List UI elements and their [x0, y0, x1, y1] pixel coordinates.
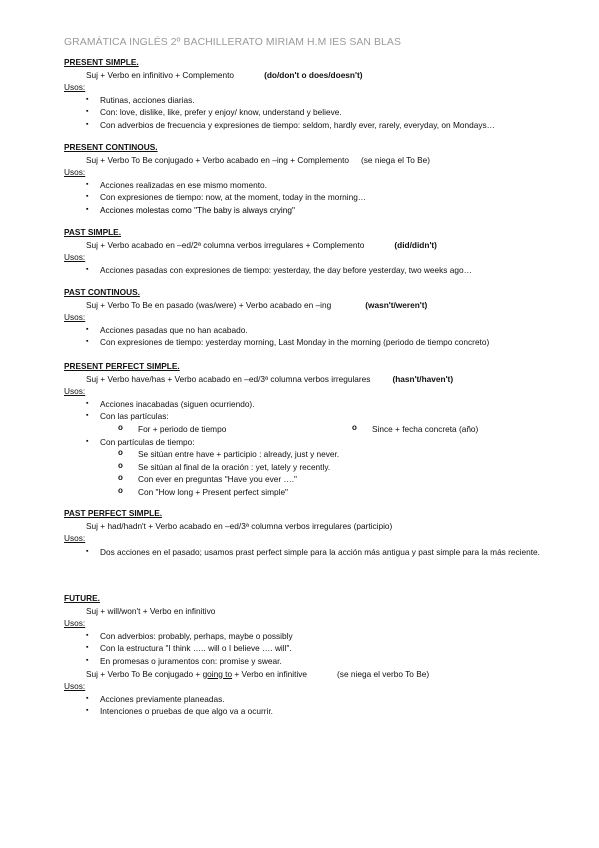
list-item: ▪ En promesas o juramentos con: promise y swear.: [64, 655, 544, 668]
particle-for: o For + periodo de tiempo: [64, 423, 348, 436]
usage-list: [64, 179, 544, 217]
list-item: ▪ Intenciones o pruebas de que algo va a ocurrir.: [64, 705, 544, 718]
list-item: ▪ Acciones pasadas que no han acabado.: [64, 324, 544, 337]
going-to-formula: [64, 668, 544, 681]
usos-label: Usos:: [64, 386, 86, 397]
formula-text: Suj + Verbo en infinitivo + Complemento: [86, 69, 235, 80]
list-item: ▪ Con partículas de tiempo:: [64, 436, 544, 449]
formula: Suj + will/won't + Verbo en infinitivo: [86, 605, 216, 616]
section-present-perfect-simple: [64, 360, 544, 499]
section-title: PAST CONTINOUS.: [64, 287, 140, 297]
sub-list-item: o Con "How long + Present perfect simple": [64, 486, 544, 499]
list-item: ▪ Con adverbios de frecuencia y expresiones de tiempo: seldom, hardly ever, rarely, everyday, on Mondays…: [64, 119, 544, 132]
list-item: ▪ Rutinas, acciones diarias.: [64, 94, 544, 107]
list-item: ▪ Dos acciones en el pasado; usamos prast perfect simple para la acción más antigua y past simple para la más reciente.: [64, 545, 544, 559]
usage-list: [64, 398, 544, 423]
negation-note: (se niega el verbo To Be): [337, 668, 430, 679]
list-item: ▪ Con expresiones de tiempo: now, at the moment, today in the morning…: [64, 191, 544, 204]
list-item: ▪ Con: love, dislike, like, prefer y enjoy/ know, understand y believe.: [64, 106, 544, 119]
formula: [64, 239, 544, 252]
usage-list: [64, 436, 544, 449]
usage-list: [64, 324, 544, 349]
section-title: PRESENT CONTINOUS.: [64, 142, 158, 152]
sub-list-item: o Con ever en preguntas "Have you ever ….": [64, 473, 544, 486]
usos-label: Usos:: [64, 252, 86, 263]
formula: [64, 69, 544, 82]
usos-label: Usos:: [64, 82, 86, 93]
usos-label: Usos:: [64, 312, 86, 323]
page-header: GRAMÁTICA INGLÉS 2º BACHILLERATO MIRIAM H.M IES SAN BLAS: [64, 37, 401, 48]
usos-label: Usos:: [64, 167, 86, 178]
usage-list: [64, 94, 544, 132]
usage-list: [64, 264, 544, 277]
section-title: PRESENT PERFECT SIMPLE.: [64, 361, 180, 371]
list-item: ▪ Con adverbios: probably, perhaps, maybe o possibly: [64, 630, 544, 643]
list-item: ▪ Acciones pasadas con expresiones de tiempo: yesterday, the day before yesterday, two weeks ago…: [64, 264, 544, 277]
negation-note: (wasn't/weren't): [365, 299, 428, 310]
formula: [64, 299, 544, 312]
particles-row: [64, 423, 544, 436]
section-title: PRESENT SIMPLE.: [64, 57, 139, 67]
negation-note: (did/didn't): [394, 239, 437, 250]
list-item: ▪ Con expresiones de tiempo: yesterday morning, Last Monday in the morning (periodo de tiempo concreto): [64, 336, 544, 349]
list-item: ▪ Con la estructura "I think ….. will o I believe …. will".: [64, 642, 544, 655]
section-past-simple: [64, 226, 544, 276]
negation-note: (hasn't/haven't): [392, 373, 454, 384]
list-item: ▪ Acciones inacabadas (siguen ocurriendo).: [64, 398, 544, 411]
negation-note: (se niega el To Be): [361, 154, 431, 165]
list-item: ▪ Con las partículas:: [64, 410, 544, 423]
section-present-simple: [64, 56, 544, 132]
negation-note: (do/don't o does/doesn't): [264, 69, 363, 80]
section-future: [64, 592, 544, 718]
formula-text: Suj + Verbo To Be en pasado (was/were) + Verbo acabado en –ing: [86, 299, 332, 310]
usage-list: [64, 630, 544, 668]
formula-text: Suj + Verbo acabado en –ed/2ª columna verbos irregulares + Complemento: [86, 239, 365, 250]
usage-list: [64, 545, 544, 559]
section-present-continous: [64, 141, 544, 217]
usos-label: Usos:: [64, 618, 86, 629]
section-title: PAST SIMPLE.: [64, 227, 122, 237]
formula: [64, 373, 544, 386]
formula: Suj + had/hadn't + Verbo acabado en –ed/3ª columna verbos irregulares (participio): [86, 520, 393, 531]
formula: [64, 154, 544, 167]
usos-label: Usos:: [64, 681, 86, 692]
usos-label: Usos:: [64, 533, 86, 544]
particle-since: o Since + fecha concreta (año): [348, 423, 478, 436]
usage-list: [64, 693, 544, 718]
sub-list-item: o Se sitúan entre have + participio : already, just y never.: [64, 448, 544, 461]
sub-list-item: o Se sitúan al final de la oración : yet, lately y recently.: [64, 461, 544, 474]
list-item: ▪ Acciones previamente planeadas.: [64, 693, 544, 706]
section-past-continous: [64, 286, 544, 349]
formula-text: Suj + Verbo To Be conjugado +: [86, 668, 203, 679]
list-item: ▪ Acciones molestas como "The baby is always crying": [64, 204, 544, 217]
formula-text: + Verbo en infinitive: [232, 668, 308, 679]
section-past-perfect-simple: [64, 507, 544, 559]
section-title: PAST PERFECT SIMPLE.: [64, 508, 163, 518]
sub-list: [64, 448, 544, 498]
formula-text: Suj + Verbo To Be conjugado + Verbo acabado en –ing + Complemento: [86, 154, 350, 165]
formula-text: Suj + Verbo have/has + Verbo acabado en –ed/3ª columna verbos irregulares: [86, 373, 371, 384]
going-to-link: going to: [202, 668, 233, 679]
list-item: ▪ Acciones realizadas en ese mismo momento.: [64, 179, 544, 192]
section-title: FUTURE.: [64, 593, 100, 603]
